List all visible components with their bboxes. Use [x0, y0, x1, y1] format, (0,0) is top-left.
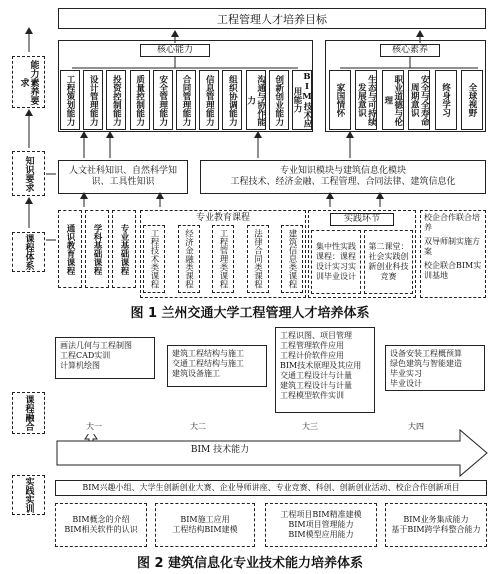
major-course-item: 经济金融类课程: [178, 225, 200, 293]
core-quality-item: 生态与可持续发展意识: [355, 70, 377, 130]
course-box: 工程识图、项目管理 工程管理软件应用 工程计价软件应用 BIM技术原理及其应用 交通工程设计与计量 建筑工程设计与计量 工程模型软件实训: [275, 327, 375, 413]
practice-activities-bar: BIM兴趣小组、大学生创新创业大赛、企业导师讲座、专业竞赛、科创、创新创业活动、校企合作创新项目: [55, 480, 487, 496]
major-courses-title: 专业教育课程: [195, 212, 250, 223]
year-label: 大三: [295, 422, 325, 434]
cooperation-item: 双导师制实施方案: [424, 237, 480, 256]
cooperation-item: 校企合作联合培养: [424, 213, 480, 232]
label-course-system: 课程体系: [12, 232, 45, 272]
bim-arrow-label: BIM 技术能力: [190, 444, 250, 455]
knowledge-professional: 专业知识模块与建筑信息化模块 工程技术、经济金融、工程管理、合同法律、建筑信息化: [200, 160, 486, 194]
core-quality-item: 全球视野: [461, 70, 483, 130]
general-course-item: 学科基础课程: [85, 210, 109, 288]
core-ability-item: 投资控制能力: [106, 70, 126, 130]
major-course-item: 工程技术类课程: [143, 225, 165, 293]
label-ability-requirement: 能力素养要求: [12, 56, 45, 108]
year-label: 大二: [183, 422, 213, 434]
label-course-fusion: 课程融合: [12, 392, 45, 434]
general-courses: [58, 210, 138, 288]
label-knowledge-requirement: 知识要求: [12, 151, 45, 196]
core-quality-items: [329, 70, 483, 130]
core-ability-item: 合同管理能力: [176, 70, 196, 130]
practice-title: 实践环节: [330, 213, 394, 226]
practice-second-classroom: 第二课堂：社会实践创新创业科技竞赛: [364, 230, 413, 294]
core-ability-item: 沟通与协作能力: [246, 70, 266, 130]
general-course-item: 专业基础课程: [112, 210, 136, 288]
bim-skills-row: [55, 503, 487, 549]
core-quality-item: 家国情怀: [329, 70, 351, 130]
core-ability-item: 质量控制能力: [130, 70, 150, 130]
bim-skill-box: BIM概念的介绍 BIM相关软件的认识: [55, 503, 147, 547]
major-course-item: 工程管理类课程: [212, 225, 234, 293]
core-ability-items: [60, 70, 312, 130]
year-label: 大一: [79, 422, 109, 434]
core-quality-item: 终身学习: [435, 70, 457, 130]
major-course-item: 建筑信息类课程: [281, 225, 303, 293]
course-box: 建筑工程结构与施工 交通工程结构与施工 建筑设备施工: [167, 345, 267, 387]
figure-1-caption: 图 1 兰州交通大学工程管理人才培养体系: [130, 305, 370, 321]
major-courses-items: [143, 225, 303, 295]
cooperation-box: [420, 210, 486, 298]
core-ability-item: 组织协调能力: [222, 70, 242, 130]
core-quality-item: 职业道德与伦理: [382, 70, 404, 130]
training-goal-title: 工程管理人才培养目标: [58, 8, 486, 29]
core-quality-title: 核心素养: [380, 44, 440, 57]
core-ability-item: 工程策划能力: [60, 70, 80, 130]
course-box: 设备安装工程概预算 绿色建筑与智能建造 毕业实习 毕业设计: [385, 345, 485, 391]
year-label: 大四: [401, 422, 431, 434]
year-labels: [55, 422, 490, 442]
cooperation-item: 校企联合BIM实训基地: [424, 261, 482, 280]
figure-2-caption: 图 2 建筑信息化专业技术能力培养体系: [136, 555, 364, 571]
general-course-item: 通识教育课程: [58, 210, 82, 288]
core-ability-item: 信息管理能力: [199, 70, 219, 130]
core-ability-item: BIM技术应用能力: [292, 70, 312, 130]
core-ability-title: 核心能力: [140, 44, 210, 57]
label-practice-training: 实践实训: [12, 475, 45, 515]
bim-skill-box: BIM施工应用 工程结构BIM建模: [155, 503, 255, 547]
core-ability-item: 创新创业能力: [269, 70, 289, 130]
bim-skill-box: BIM业务集成能力 基于BIM跨学科整合能力: [385, 503, 487, 547]
major-course-item: 法律合同类课程: [247, 225, 269, 293]
core-ability-item: 设计管理能力: [83, 70, 103, 130]
knowledge-general: 人文社科知识、自然科学知识、工具性知识: [58, 160, 188, 194]
bim-skill-box: 工程项目BIM精准建模 BIM项目管理能力 BIM模型应用能力: [265, 503, 377, 547]
core-ability-item: 安全管理能力: [153, 70, 173, 130]
fig2-course-boxes: [55, 327, 487, 427]
practice-centralized: 集中性实践课程：课程设计实习实训毕业设计: [311, 230, 361, 294]
course-box: 画法几何与工程制图 工程CAD实训 计算机绘图: [55, 337, 155, 379]
core-quality-item: 安全与全寿命周期意识: [408, 70, 430, 130]
